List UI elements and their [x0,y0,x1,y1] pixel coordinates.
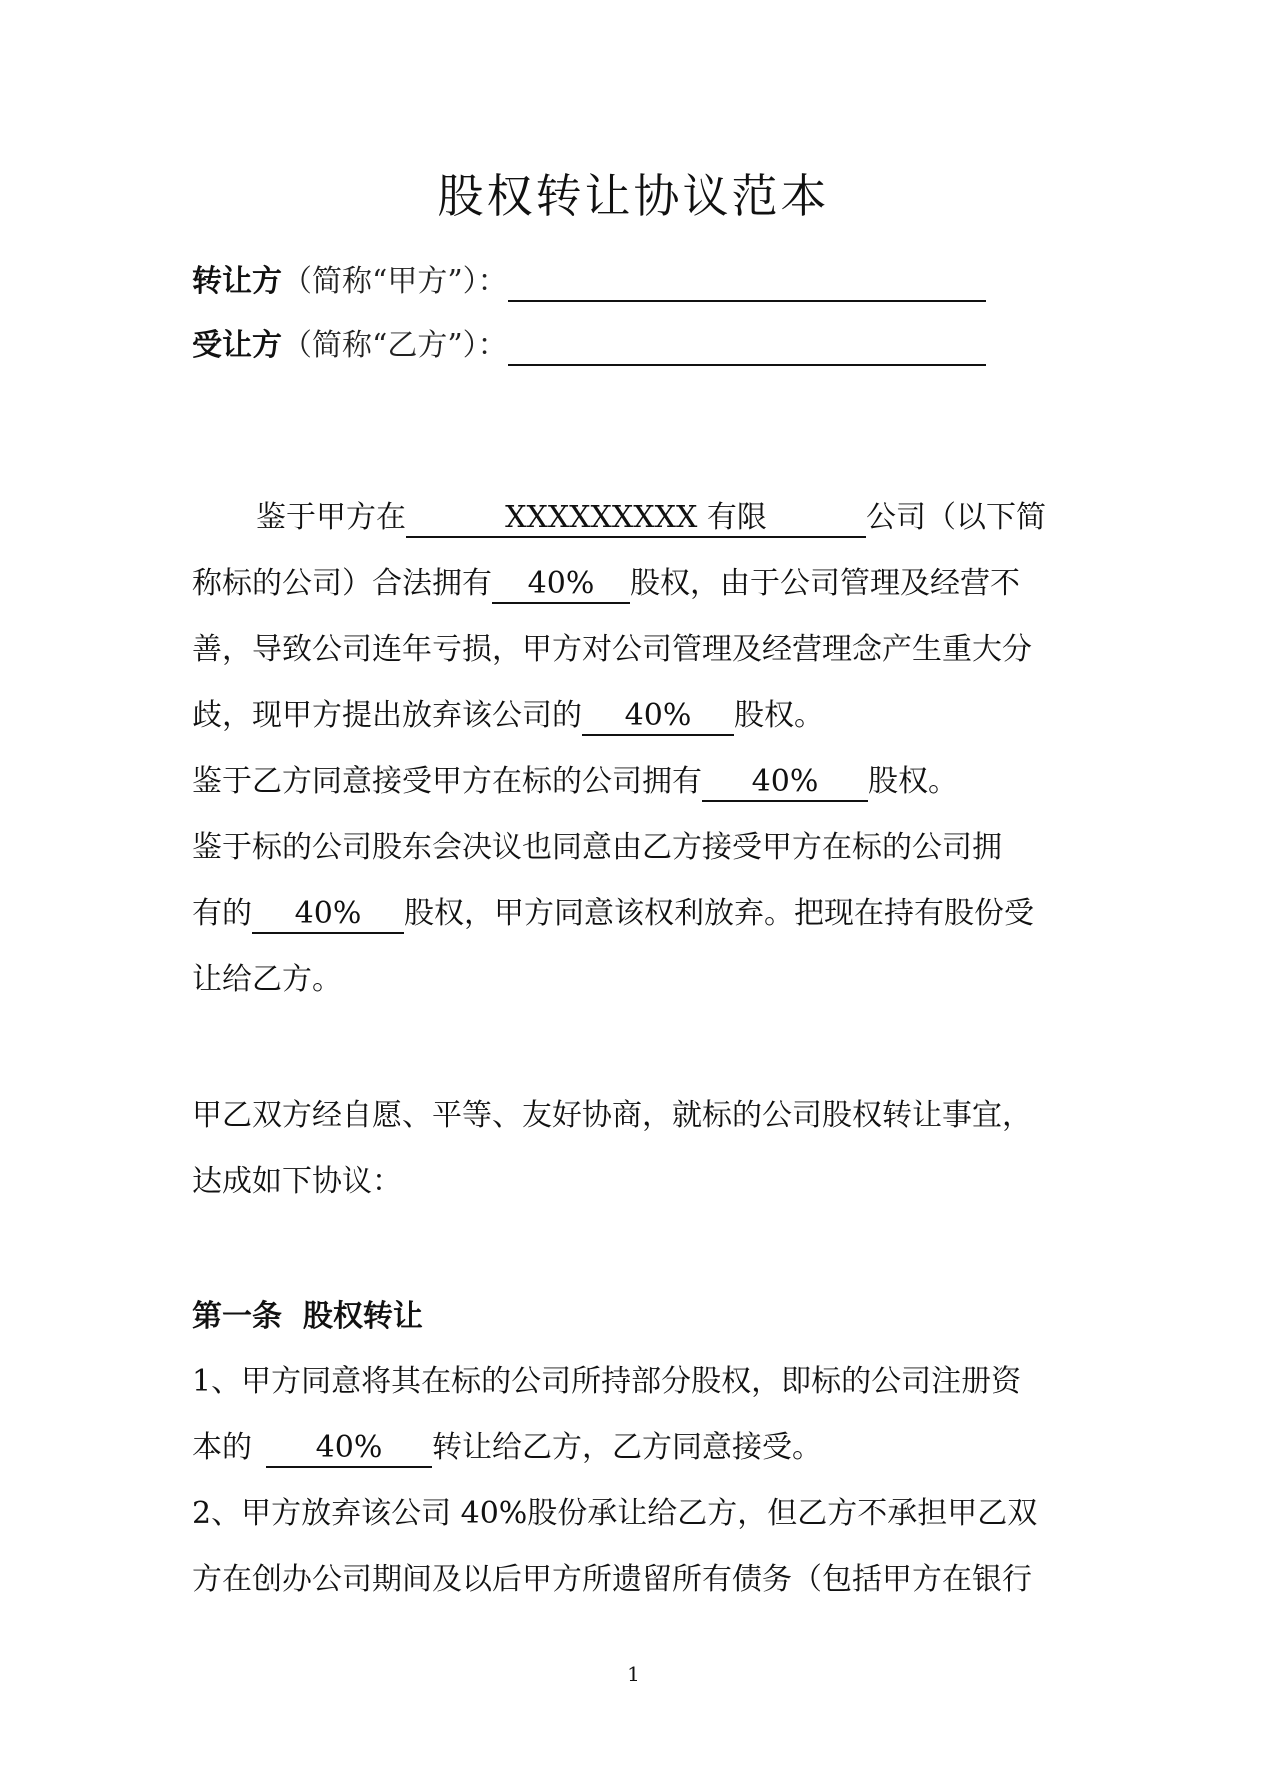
article-1-heading: 第一条 股权转让 [192,1299,423,1334]
share-percent-fill: 40% [492,566,630,604]
clause-2-line-2 [192,1560,1032,1600]
clause-text: 1、甲方同意将其在标的公司所持部分股权，即标的公司注册资 [192,1364,1022,1399]
intro-text: 达成如下协议： [192,1164,402,1199]
recital-line-5 [192,762,958,802]
share-percent-fill: 40% [266,1430,432,1468]
transferor-line [192,262,986,302]
recital-line-7 [192,894,1034,934]
recital-text: 让给乙方。 [192,962,342,997]
recital-text: 股权，由于公司管理及经营不 [630,566,1020,601]
recital-text: 股权。 [734,698,824,733]
share-percent-fill: 40% [582,698,734,736]
transferor-label: 转让方 [192,264,282,299]
clause-1-line-2 [192,1428,822,1468]
transferor-note: （简称“甲方”）： [282,264,508,299]
company-name-fill: XXXXXXXXX 有限 [406,500,866,538]
recital-text: 鉴于乙方同意接受甲方在标的公司拥有 [192,764,702,799]
transferee-blank [508,330,986,366]
share-percent-fill: 40% [702,764,868,802]
recital-line-2 [192,564,1020,604]
recital-text: 鉴于甲方在 [256,500,406,535]
clause-2-line-1 [192,1494,1037,1534]
recital-text: 股权，甲方同意该权利放弃。把现在持有股份受 [404,896,1034,931]
clause-1-line-1 [192,1362,1021,1402]
page-number: 1 [627,1662,640,1686]
recital-line-1 [256,498,1046,538]
recital-line-8 [192,960,342,1000]
document-title: 股权转让协议范本 [437,169,830,223]
transferee-line [192,326,986,366]
clause-text: 转让给乙方，乙方同意接受。 [432,1430,822,1465]
intro-line-2 [192,1162,402,1202]
share-percent-fill: 40% [252,896,404,934]
recital-text: 善，导致公司连年亏损，甲方对公司管理及经营理念产生重大分 [192,632,1032,667]
recital-line-4 [192,696,824,736]
clause-text: 方在创办公司期间及以后甲方所遗留所有债务（包括甲方在银行 [192,1562,1032,1597]
clause-text: 本的 [192,1430,252,1465]
recital-text: 有的 [192,896,252,931]
intro-text: 甲乙双方经自愿、平等、友好协商，就标的公司股权转让事宜， [192,1098,1032,1133]
recital-line-3 [192,630,1032,670]
recital-text: 称标的公司）合法拥有 [192,566,492,601]
recital-text: 鉴于标的公司股东会决议也同意由乙方接受甲方在标的公司拥 [192,830,1002,865]
transferor-blank [508,266,986,302]
recital-text: 公司（以下简 [866,500,1046,535]
recital-text: 股权。 [868,764,958,799]
transferee-label: 受让方 [192,328,282,363]
intro-line-1 [192,1096,1032,1136]
recital-text: 歧，现甲方提出放弃该公司的 [192,698,582,733]
transferee-note: （简称“乙方”）： [282,328,508,363]
recital-line-6 [192,828,1002,868]
clause-text: 2、甲方放弃该公司 40%股份承让给乙方，但乙方不承担甲乙双 [192,1496,1038,1531]
